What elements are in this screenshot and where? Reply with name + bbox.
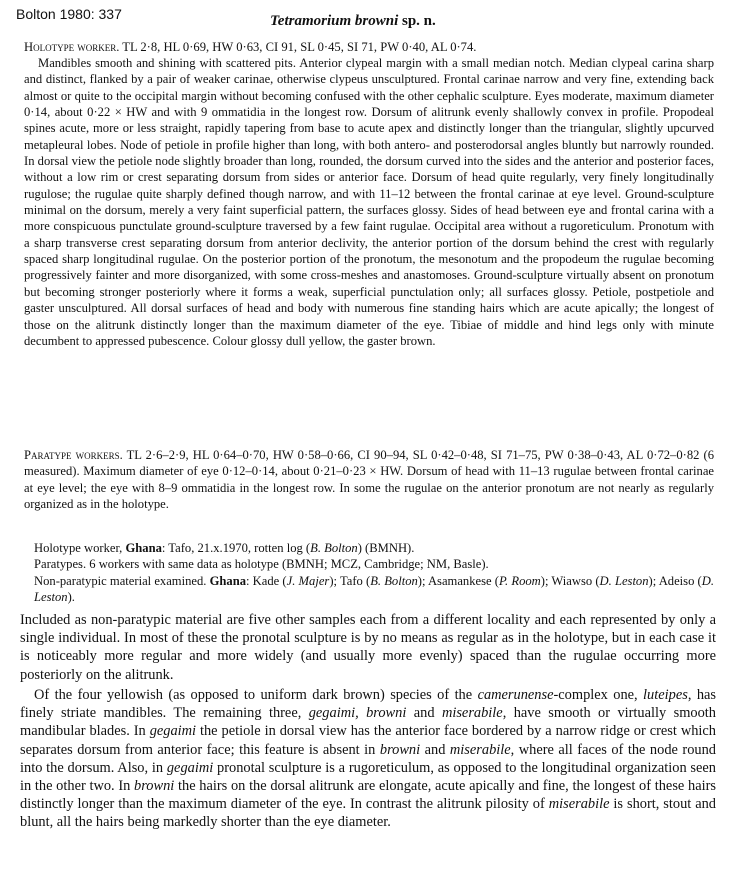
holotype-country: Ghana	[125, 541, 162, 555]
paratype-text: TL 2·6–2·9, HL 0·64–0·70, HW 0·58–0·66, CI 90–94, SL 0·42–0·48, SI 71–75, PW 0·38–0·43, AL 0·72–0·82 (6 measured). Maximum diameter of eye 0·12–0·14, about 0·21–0·23 × HW. Dorsum of head with 11–13 rugulae between frontal carinae at eye level; the eye with 8–9 ommatidia in the longest row. In some the rugulae on the anterior pronotum are not nearly as regularly organized as in the holotype.	[24, 448, 714, 512]
comparison-text-9: pronotal sculpture is a rugoreticulum, as opposed to the longitudinal organization seen in the other two. In	[20, 759, 716, 795]
paratypes-record: Paratypes. 6 workers with same data as holotype (BMNH; MCZ, Cambridge; NM, Basle).	[34, 557, 489, 572]
comparison-italic-6: browni	[379, 741, 421, 758]
species-status: sp. n.	[398, 13, 436, 29]
comparison-text-4: and	[406, 705, 442, 722]
np-wiawso: ); Wiawso (	[540, 573, 600, 588]
np-asamankese: ); Asamankese (	[417, 573, 499, 588]
citation-label: Bolton 1980: 337	[16, 6, 122, 22]
species-comparison	[20, 686, 716, 832]
np-collector-leston-1: D. Leston	[599, 573, 649, 588]
comparison-text-5: , have smooth or virtually smooth mandibular blades. In	[20, 705, 716, 740]
nonparatypic-country: Ghana	[209, 573, 247, 588]
holotype-collector: B. Bolton	[310, 541, 358, 555]
comparison-text-7: and	[420, 741, 450, 758]
species-name: Tetramorium browni	[270, 13, 399, 29]
holotype-label: Holotype worker.	[24, 40, 120, 54]
holotype-measurements	[24, 39, 714, 55]
comparison-italic-4: miserabile	[441, 705, 503, 722]
holotype-description: Mandibles smooth and shining with scattered pits. Anterior clypeal margin with a small median notch. Median clypeal carina sharp and distinct, flanked by a pair of weaker carinae, otherwise clypeus unsculptured. Frontal carinae narrow and very fine, extending back almost or quite to the occipital margin without becoming confused with the other cephalic sculpture. Eyes moderate, maximum diameter 0·14, about 0·22 × HW and with 9 ommatidia in the longest row. Dorsum of alitrunk evenly shallowly convex in profile. Propodeal spines acute, more or less straight, rapidly tapering from base to acute apex and distinctly longer than the triangular, slightly upcurved metapleural lobes. Node of petiole in profile higher than long, with both antero- and posterodorsal angles bluntly but narrowly rounded. In dorsal view the petiole node slightly broader than long, rounded, the dorsum curved into the sides and the anterior and posterior faces, without a low rim or crest separating dorsum from sides or anterior face. Dorsum of head quite regularly, very finely longitudinally rugulose; the rugulae quite sharply defined though narrow, and with 11–12 between the frontal carinae at eye level. Ground-sculpture minimal on the dorsum, merely a very faint superficial pattern, the surfaces glossy. Sides of head between eye and frontal carina with a more conspicuous punctulate ground-sculpture traversed by a few faint rugulae. Occipital area without a rugoreticulum. Pronotum with a sharp transverse crest separating dorsum from anterior declivity, the anterior portion of the dorsum behind the crest with regularly spaced sharp longitudinal rugulae. On the posterior portion of the pronotum, the mesonotum and the propodeum the rugulae becoming progressively fainter and more disorganized, with some cross-meshes and anastomoses. Ground-sculpture virtually absent on pronotum but becoming stronger posteriorly where it forms a weak, superficial punctulation only; all surfaces glossy. Petiole, postpetiole and gaster unsculptured. All dorsal surfaces of head and body with numerous fine standing hairs which are acute apically; the longest of those on the alitrunk distinctly longer than the maximum diameter of the eye. Tibiae of middle and hind legs only with minute decumbent to appressed pubescence. Colour glossy dull yellow, the gaster brown.	[24, 56, 714, 348]
species-title	[270, 13, 436, 30]
holotype-record	[24, 540, 714, 556]
comparison-italic-8: gegaimi	[166, 759, 214, 776]
holotype-locality: : Tafo, 21.x.1970, rotten log (	[161, 541, 311, 555]
holotype-record-prefix: Holotype worker,	[34, 541, 126, 555]
paratype-label: Paratype workers.	[24, 448, 123, 462]
np-kade: : Kade (	[246, 573, 287, 588]
np-end: ).	[67, 590, 75, 605]
comparison-text-2: -complex one,	[553, 687, 644, 703]
comparison-text-6: the petiole in dorsal view has the anterior face bordered by a narrow ridge or crest which separates dorsum from anterior face; this feature is absent in	[20, 723, 716, 758]
np-collector-bolton: B. Bolton	[370, 573, 418, 588]
holotype-depository: ) (BMNH).	[357, 541, 415, 555]
comparison-text-3: , has finely striate mandibles. The remaining three,	[20, 687, 717, 722]
np-collector-leston-2: D. Leston	[34, 573, 714, 605]
comparison-text-10: the hairs on the dorsal alitrunk are elongate, acute apically and fine, the longest of these hairs distinctly longer than the maximum diameter of the eye. In contrast the alitrunk pilosity of	[20, 778, 716, 813]
nonparatypic-record	[24, 573, 714, 606]
paratype-paragraph	[24, 447, 714, 512]
comparison-text-11: is short, stout and blunt, all the hairs being markedly shorter than the eye diameter.	[20, 796, 716, 831]
comparison-italic-1: camerunense	[477, 687, 554, 703]
np-collector-majer: J. Majer	[286, 573, 330, 588]
comparison-text-8: , where all faces of the node round into the dorsum. Also, in	[20, 741, 716, 776]
comparison-italic-2: luteipes	[643, 687, 688, 703]
comparison-italic-7: miserabile	[449, 741, 511, 758]
np-adeiso: ); Adeiso (	[648, 573, 702, 588]
material-examined	[24, 540, 714, 605]
comparison-italic-3: gegaimi, browni	[308, 705, 407, 722]
comparison-italic-5: gegaimi	[149, 723, 197, 740]
nonparatypic-note: Included as non-paratypic material are five other samples each from a different locality and each represented by only a single individual. In most of these the pronotal sculpture is by no means as regular as in the holotype, but in each case it is noticeably more regular and more widely (and usually more evenly) spaced than the rugulae occurring more posteriorly on the alitrunk.	[20, 612, 716, 683]
nonparatypic-prefix: Non-paratypic material examined.	[34, 573, 210, 588]
np-collector-room: P. Room	[498, 573, 541, 588]
np-tafo: ); Tafo (	[329, 573, 371, 588]
holotype-values: TL 2·8, HL 0·69, HW 0·63, CI 91, SL 0·45, SI 71, PW 0·40, AL 0·74.	[119, 40, 477, 54]
comparison-italic-9: browni	[134, 778, 175, 795]
comparison-text-1: Of the four yellowish (as opposed to uniform dark brown) species of the	[34, 687, 478, 703]
comparison-italic-10: miserabile	[548, 796, 610, 813]
